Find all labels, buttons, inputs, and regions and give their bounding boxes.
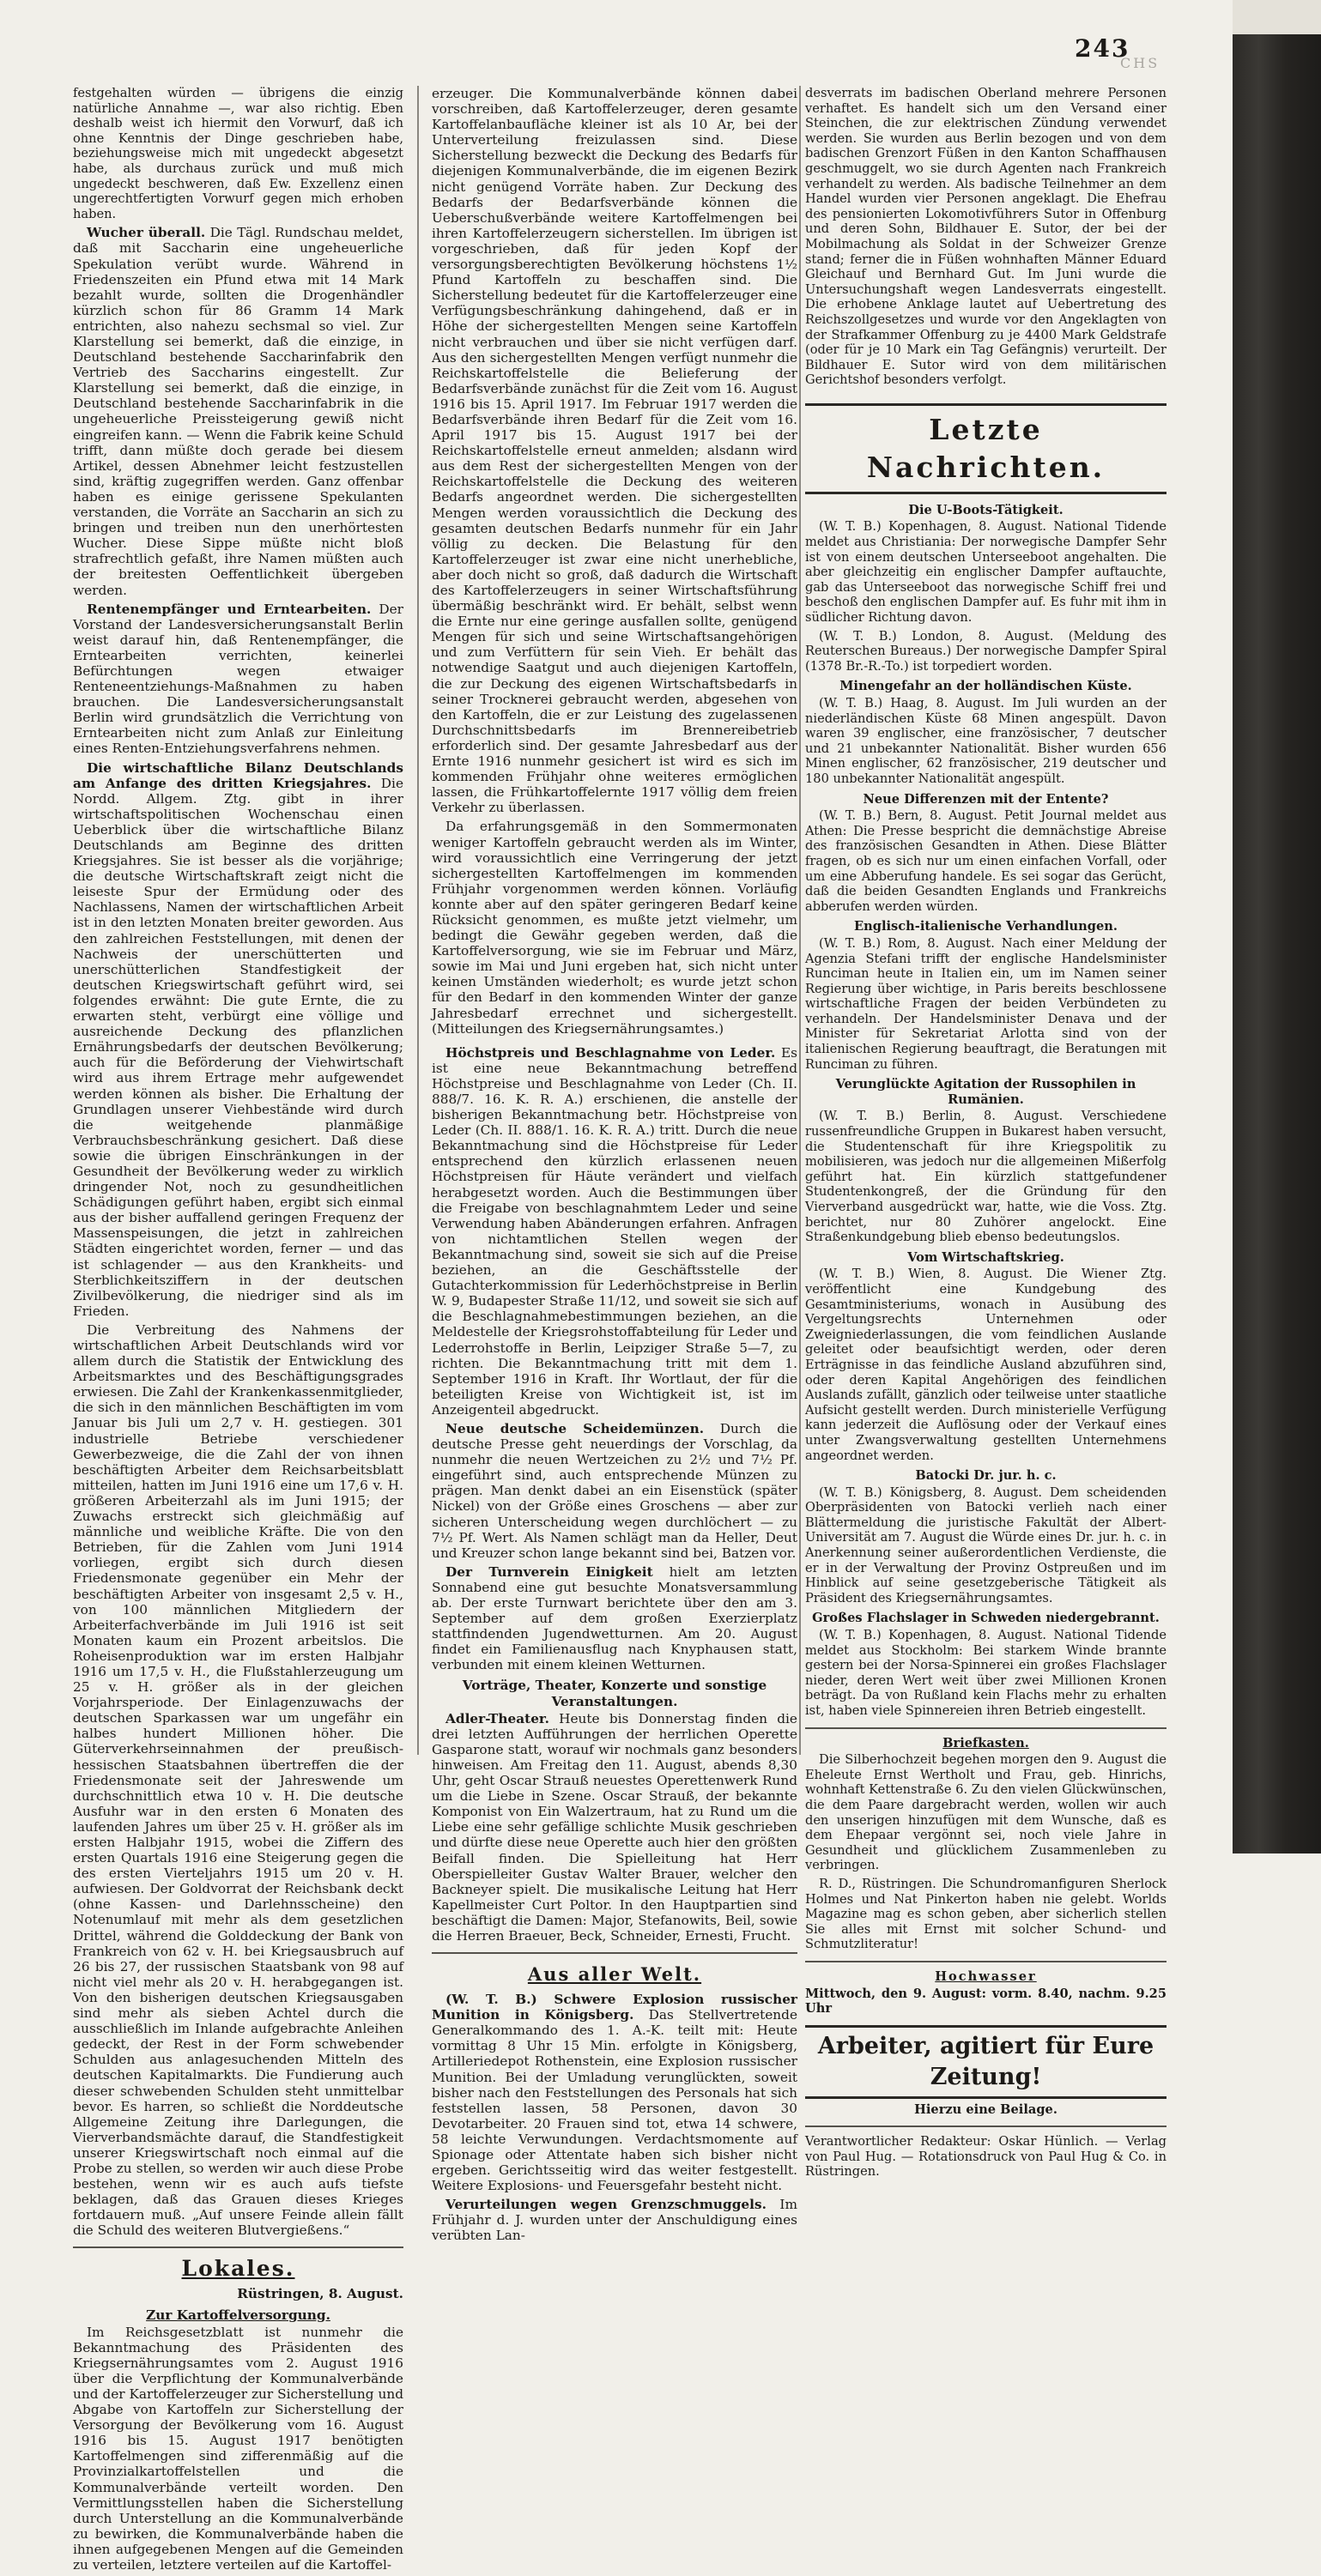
article-title-adler: Adler-Theater. [445,1710,549,1726]
article-text-kartoffel-cont-2: Da erfahrungsgemäß in den Sommermonaten weniger Kartoffeln gebraucht werden als im Winter, wird voraussichtlich eine Verringerung der jetzt sichergestellten Kartoffelmengen im kommenden Frühjahr vorgenommen werden können. Vorläufig konnte aber auf den später geringeren Bedarf keine Rücksicht genommen, es mußte jetzt vielmehr, um bedingt die Gewähr gegeben werden, daß die Kartoffelversorgung, wie sie im Februar und März, sowie im Mai und Juni ergeben hat, sich nicht unter keinen Umständen wiederholt; es wurde jetzt schon für den Bedarf in den kommenden Winter der ganze Jahresbedarf errechnet und sichergestellt. (Mitteilungen des Kriegsernährungsamtes.) [432,819,797,1037]
news-text-englisch: (W. T. B.) Rom, 8. August. Nach einer Meldung der Agenzia Stefani trifft der englische Handelsminister Runciman heute in Italien ein, um im Namen seiner Regierung über wichtige, in Paris bereits beschlossene wirtschaftliche Fragen der beiden Verbündeten zu verhandeln. Der Handelsminister Denava und der Minister für Sekretariat Arlotta sind von der italienischen Regierung beauftragt, die Beratungen mit Runciman zu führen. [805,935,1166,1072]
news-text-entente: (W. T. B.) Bern, 8. August. Petit Journal meldet aus Athen: Die Presse bespricht die demnächstige Abreise des französischen Gesandten in Athen. Diese Blätter fragen, ob es sich nur um einen einfachen Vorfall, oder um eine Abberufung handele. Es sei sogar das Gerücht, daß die beiden Gesandten Englands und Frankreichs abberufen werden würden. [805,808,1166,914]
article-title-wucher: Wucher überall. [87,225,206,241]
news-title-englisch: Englisch-italienische Verhandlungen. [854,919,1118,934]
article-text-explosion: Das Stellvertretende Generalkommando des 1. A.-K. teilt mit: Heute vormittag 8 Uhr 15 Min. erfolgte in Königsberg, Artilleriedepot Rothenstein, eine Explosion russischer Munition. Bei der Umladung verunglückten, soweit bisher nach den Feststellungen des Personals hat sich feststellen lassen, 58 Personen, davon 30 Devotarbeiter. 20 Frauen sind tot, etwa 14 schwere, 58 leichte Verwundungen. Verdachtsmomente auf Spionage oder Attentate haben sich bisher nicht ergeben. Gerichtsseitig wird das weiter festgestellt. Weitere Explosions- und Feuersgefahr besteht nicht. [432,2007,797,2194]
article-title-bilanz: Die wirtschaftliche Bilanz Deutschlands am Anfange des dritten Kriegsjahres. [73,759,403,791]
column-right [805,86,1166,2183]
briefkasten-text-1: Die Silberhochzeit begehen morgen den 9. August die Eheleute Ernst Wertholt und Frau, geb. Hinrichs, wohnhaft Kettenstraße 6. Zu den vielen Glückwünschen, die dem Paare dargebracht werden, wollen wir auch den unserigen hinzufügen mit dem Wunsche, daß es dem Ehepaar vergönnt sei, noch viele Jahre in Gesundheit und glücklichem Zusammenleben zu verbringen. [805,1752,1166,1873]
article-title-renten: Rentenempfänger und Erntearbeiten. [87,601,372,617]
section-divider [73,2246,403,2248]
news-text-minen: (W. T. B.) Haag, 8. August. Im Juli wurden an der niederländischen Küste 68 Minen angespült. Davon waren 39 englischer, eine französischer, 7 deutscher und 21 unbekannter Nationalität. Bisher wurden 656 Minen englischer, 62 französischer, 219 deutscher und 180 unbekannter Nationalität angespült. [805,696,1166,786]
book-edge [1233,34,1321,1853]
news-text-agitation: (W. T. B.) Berlin, 8. August. Verschiedene russenfreundliche Gruppen in Bukarest haben versucht, die Studentenschaft für ihre Kriegspolitik zu mobilisieren, was jedoch nur die allgemeinen Mißerfolg geführt hat. Ein kürzlich stattgefundener Studentenkongreß, der die Gründung für den Vierverband ausgedrückt war, hatte, wie die Voss. Ztg. berichtet, nur 80 Zuhörer angelockt. Eine Straßenkundgebung blieb ebenso bedeutungslos. [805,1109,1166,1245]
news-title-batocki: Batocki Dr. jur. h. c. [915,1468,1057,1484]
news-title-entente: Neue Differenzen mit der Entente? [863,791,1109,807]
news-text-wirtschaftskrieg: (W. T. B.) Wien, 8. August. Die Wiener Ztg. veröffentlicht eine Kundgebung des Gesamtministeriums, wonach in Ausübung des Vergeltungsrechts Unternehmen oder Zweigniederlassungen, die vom feindlichen Auslande geleitet oder beaufsichtigt werden, oder deren Erträgnisse in das feindliche Ausland abzuführen sind, oder deren Kapital Angehörigen des feindlichen Auslands zufällt, gänzlich oder teilweise unter staatliche Aufsicht gestellt werden. Durch ministerielle Verfügung kann jederzeit die Auflösung oder der Verkauf eines unter Zwangsverwaltung gestellten Unternehmens angeordnet werden. [805,1267,1166,1463]
news-title-ubt: Die U-Boots-Tätigkeit. [908,502,1063,517]
article-title-explosion: (W. T. B.) Schwere Explosion russischer Munition in Königsberg. [432,1992,797,2023]
intro-paragraph: festgehalten würden — übrigens die einzig natürliche Annahme —, war also richtig. Eben deshalb weist ich hiermit den Vorwurf, daß ich ohne Kenntnis der Dinge geschrieben habe, beziehungsweise mich mit ungedeckt abgesetzt habe, als durchaus zurück und muß mich ungedeckt beschweren, daß Ew. Exzellenz einen ungerechtfertigten Vorwurf gegen mich erhoben haben. [73,86,403,221]
news-title-minen: Minengefahr an der holländischen Küste. [839,679,1132,694]
section-divider [805,1961,1166,1962]
article-text-landesverrat: desverrats im badischen Oberland mehrere Personen verhaftet. Es handelt sich um den Versand einer Steinchen, die zur elektrischen Zündung verwendet werden. Sie wurden aus Berlin bezogen und von dem badischen Grenzort Füßen in den Kanton Schaffhausen geschmuggelt, wo sie durch Agenten nach Frankreich verhandelt zu werden. Als badische Teilnehmer an dem Handel wurden vier Personen angeklagt. Die Ehefrau des pensionierten Lokomotivführers Sutor in Offenburg und deren Sohn, Bildhauer E. Sutor, der bei der Mobilmachung als Soldat in der Schweizer Grenze stand; ferner die in Füßen wohnhaften Männer Eduard Gleichauf und Bernhard Gut. Im Juni wurde die Untersuchungshaft wegen Landesverrats eingestellt. Die erhobene Anklage lautet auf Uebertretung des Reichszollgesetzes und wurde vor den Angeklagten von der Strafkammer Offenburg zu je 4400 Mark Geldstrafe (oder für je 10 Mark ein Tag Gefängnis) verurteilt. Der Bildhauer E. Sutor wird von dem militärischen Gerichtshof besonders verfolgt. [805,86,1166,388]
news-text-flachs: (W. T. B.) Kopenhagen, 8. August. National Tidende meldet aus Stockholm: Bei starkem Winde brannte gestern bei der Norsa-Spinnerei ein großes Flachslager nieder, deren Wert weit über zwei Millionen Kronen beträgt. Da von Rußland kein Flachs mehr zu erhalten ist, haben viele Spinnereien ihren Betrieb eingestellt. [805,1628,1166,1718]
section-divider [805,2126,1166,2127]
article-text-kartoffel: Im Reichsgesetzblatt ist nunmehr die Bekanntmachung des Präsidenten des Kriegsernährungsamtes vom 2. August 1916 über die Verpflichtung der Kommunalverbände und der Kartoffelerzeuger zur Sicherstellung und Abgabe von Kartoffeln zur Sicherstellung der Versorgung der Bevölkerung vom 16. August 1916 bis 15. August 1917 benötigten Kartoffelmengen sind zifferenmäßig auf die Provinzialkartoffelstellen und die Kommunalverbände verteilt worden. Den Vermittlungsstellen haben die Sicherstellung durch Unterstellung an die Kommunalverbände zu bewirken, die Kommunalverbände haben die ihnen aufgegebenen Mengen auf die Gemeinden zu verteilen, letztere verteilen auf die Kartoffel- [73,2324,403,2573]
article-title-turnverein: Der Turnverein Einigkeit [445,1563,653,1580]
section-title-vortraege: Vorträge, Theater, Konzerte und sonstige Veranstaltungen. [462,1678,767,1709]
section-title-letzte-nachrichten: Letzte Nachrichten. [805,403,1166,494]
section-divider [432,1952,797,1954]
news-title-flachs: Großes Flachslager in Schweden niedergebrannt. [812,1611,1160,1626]
article-text-bilanz-2: Die Verbreitung des Nahmens der wirtschaftlichen Arbeit Deutschlands wird vor allem durch die Statistik der Entwicklung des Arbeitsmarktes und des Beschäftigungsgrades erwiesen. Die Zahl der Krankenkassenmitglieder, die sich in den männlichen Beschäftigten im vom Januar bis Juli um 2,7 v. H. gestiegen. 301 industrielle Betriebe verschiedener Gewerbezweige, die die Zahl der von ihnen beschäftigten Arbeiter dem Reichsarbeitsblatt mitteilen, hatten im Juni 1916 eine um 17,6 v. H. größeren Arbeiterzahl als im Juni 1915; der Zuwachs erstreckt sich gleichmäßig auf männliche und weibliche Kräfte. Die von den Betrieben, für die Zahlen vom Juni 1914 vorliegen, ergibt sich durch diesen Friedensmonate gegenüber ein Mehr der beschäftigten Arbeiter von insgesamt 2,5 v. H., von 100 männlichen Mitgliedern der Arbeiterfachverbände im Juli 1916 ist seit Monaten kaum ein Prozent arbeitslos. Die Roheisenproduktion war im ersten Halbjahr 1916 um 17,5 v. H., die Flußstahlerzeugung um 25 v. H. größer als in der gleichen Vorjahrsperiode. Der Einlagenzuwachs der deutschen Sparkassen war um ungefähr ein halbes hundert Millionen höher. Die Güterverkehrseinnahmen der preußisch-hessischen Staatsbahnen übertreffen die der Friedensmonate seit der Jahreswende um durchschnittlich etwa 10 v. H. Die deutsche Ausfuhr war in den ersten 6 Monaten des laufenden Jahres um über 25 v. H. größer als im ersten Halbjahr 1915, wobei die Ziffern des ersten Quartals 1916 eine Steigerung gegen die des ersten Vierteljahrs 1915 um 20 v. H. aufwiesen. Der Goldvorrat der Reichsbank deckt (ohne Kassen- und Darlehnsscheine) den Notenumlauf mit mehr als dem gesetzlichen Drittel, während die Golddeckung der Bank von Frankreich von 62 v. H. bei Kriegsausbruch auf 26 bis 27, der russischen Staatsbank von 98 auf nicht viel mehr als 20 v. H. herabgegangen ist. Von den bisherigen deutschen Kriegsausgaben sind mehr als sieben Achtel durch die ausschließlich im Inlande aufgebrachte Anleihen gedeckt, der Rest in der Form schwebender Schulden aus anlagesuchenden Mitteln des deutschen Kapitalmarkts. Die Fundierung auch dieser schwebenden Schulden steht unmittelbar bevor. Es harren, so schließt die Norddeutsche Allgemeine Zeitung ihre Darlegungen, die Vierverbandsmächte darauf, die Standfestigkeit unserer Kriegswirtschaft noch einmal auf die Probe zu stellen, so werden wir auch diese Probe bestehen, wenn wir es auch aufs tiefste beklagen, daß das Grauen dieses Krieges fortdauern muß. „Auf unsere Feinde allein fällt die Schuld des weiteren Blutvergießens.“ [73,1321,403,2239]
slogan-banner: Arbeiter, agitiert für Eure Zeitung! [805,2025,1166,2099]
column-rule-right [799,86,801,1755]
page-number: 243 [1075,34,1130,63]
news-title-agitation: Verunglückte Agitation der Russophilen in Rumänien. [835,1077,1136,1107]
article-title-kartoffel: Zur Kartoffelversorgung. [146,2307,330,2323]
article-text-leder: Es ist eine neue Bekanntmachung betreffend Höchstpreise und Beschlagnahme von Leder (Ch. II. 888/7. 16. K. R. A.) erschienen, die anstelle der bisherigen Bekanntmachung betr. Höchstpreise von Leder (Ch. II. 888/1. 16. K. R. A.) tritt. Durch die neue Bekanntmachung sind die Höchstpreise für Leder entsprechend den kürzlich erlassenen neuen Höchstpreisen für Häute verändert und vielfach herabgesetzt worden. Auch die Bestimmungen über die Freigabe von beschlagnahmtem Leder und seine Verwendung haben Abänderungen erfahren. Anfragen von nichtamtlichen Stellen wegen der Bekanntmachung sind, soweit sie sich auf die Preise beziehen, an die Geschäftsstelle der Gutachterkommission für Lederhöchstpreise in Berlin W. 9, Budapester Straße 11/12, und soweit sie sich auf die Beschlagnahmebestimmungen beziehen, an die Meldestelle der Kriegsrohstoffabteilung für Leder und Lederrohstoffe in Berlin, Leipziger Straße 5—7, zu richten. Die Bekanntmachung tritt mit dem 1. September 1916 in Kraft. Ihr Wortlaut, der für die beteiligten Kreise von Wichtigkeit ist, ist im Anzeigenteil abgedruckt. [432,1044,797,1418]
article-text-muenzen: Durch die deutsche Presse geht neuerdings der Vorschlag, da nunmehr die neuen Wertzeichen zu 2½ und 7½ Pf. eingeführt sind, auch entsprechende Münzen zu prägen. Man denkt dabei an ein Eisenstück (später Nickel) von der Größe eines Groschens — aber zur sicheren Unterscheidung wegen durchlöchert — zu 7½ Pf. Wert. Als Namen schlägt man da Heller, Deut und Kreuzer schon lange bekannt sind bei, Batzen vor. [432,1420,797,1561]
section-title-lokales: Lokales. [181,2256,295,2282]
article-title-muenzen: Neue deutsche Scheidemünzen. [445,1420,705,1436]
column-left [73,86,403,2576]
article-text-wucher: Die Tägl. Rundschau meldet, daß mit Saccharin eine ungeheuerliche Spekulation verübt wurde. Während in Friedenszeiten ein Pfund etwa mit 14 Mark bezahlt wurde, sollten die Drogenhändler kürzlich schon für 86 Gramm 14 Mark entrichten, also nahezu sechsmal so viel. Zur Klarstellung sei bemerkt, daß die einzige, in Deutschland bestehende Saccharinfabrik den Vertrieb des Saccharins eingestellt. Zur Klarstellung sei bemerkt, daß die einzige, in Deutschland bestehende Saccharinfabrik in die ungeheuerliche Preissteigerung gewiß nicht eingreifen kann. — Wenn die Fabrik keine Schuld trifft, dann müßte doch gerade bei diesem Artikel, dessen Abnehmer leicht festzustellen sind, kräftig zugegriffen werden. Ganz offenbar haben es einige gerissene Spekulanten verstanden, die Vorräte an Saccharin an sich zu bringen und treiben nun den unerhörtesten Wucher. Diese Sippe müßte nicht bloß strafrechtlich gefaßt, ihre Namen müßten auch der breitesten Oeffentlichkeit übergeben werden. [73,225,403,598]
section-title-welt: Aus aller Welt. [527,1963,702,1986]
article-text-renten: Der Vorstand der Landesversicherungsanstalt Berlin weist darauf hin, daß Rentenempfänger, die Erntearbeiten verrichten, keinerlei Befürchtungen wegen etwaiger Renteneentziehungs-Maßnahmen zu haben brauchen. Die Landesversicherungsanstalt Berlin wird grundsätzlich die Verrichtung von Erntearbeiten nicht zum Anlaß zur Einleitung eines Renten-Entziehungsverfahrens nehmen. [73,601,403,757]
section-divider [805,1727,1166,1729]
article-text-turnverein: hielt am letzten Sonnabend eine gut besuchte Monatsversammlung ab. Der erste Turnwart berichtete über den am 3. September auf dem großen Exerzierplatz stattfindenden Jugendwetturnen. Am 20. August findet ein Familienausflug nach Knyphausen statt, verbunden mit einem kleinen Wetturnen. [432,1563,797,1673]
beilage-note: Hierzu eine Beilage. [914,2101,1057,2117]
section-title-hochwasser: Hochwasser [935,1968,1037,1984]
article-text-kartoffel-cont-1: erzeuger. Die Kommunalverbände können dabei vorschreiben, daß Kartoffelerzeuger, deren gesamte Kartoffelanbaufläche kleiner ist als 10 Ar, bei der Unterverteilung freizulassen sind. Diese Sicherstellung bezweckt die Deckung des Bedarfs für diejenigen Kommunalverbände, die im eigenen Bezirk nicht genügend Vorräte haben. Zur Deckung des Bedarfs der Bedarfsverbände können die Ueberschußverbände weitere Kartoffelmengen bei ihren Kartoffelerzeugern sicherstellen. Im übrigen ist vorgeschrieben, daß für jeden Kopf der versorgungsberechtigten Bevölkerung höchstens 1½ Pfund Kartoffeln zu beschaffen sind. Die Sicherstellung bedeutet für die Kartoffelerzeuger eine Verfügungsbeschränkung dahingehend, daß er in Höhe der sichergestellten Mengen seine Kartoffeln nicht verbrauchen und über sie nicht verfügen darf. Aus den sichergestellten Mengen verfügt nunmehr die Reichskartoffelstelle die Belieferung der Bedarfsverbände zunächst für die Zeit vom 16. August 1916 bis 15. April 1917. Im Februar 1917 werden die Bedarfsverbände ihren Bedarf für die Zeit vom 16. April 1917 bis 15. August 1917 bei der Reichskartoffelstelle erneut anmelden; alsdann wird aus dem Rest der sichergestellten Mengen von der Reichskartoffelstelle die Deckung des weiteren Bedarfs angeordnet werden. Die sichergestellten Mengen werden voraussichtlich die Deckung des gesamten deutschen Bedarfs nunmehr für ein Jahr völlig zu decken. Die Belastung für den Kartoffelerzeuger ist zwar eine nicht unerhebliche, aber doch nicht so groß, daß dadurch die Wirtschaft des Kartoffelerzeugers in seiner Wirtschaftsführung übermäßig beschränkt wird. Er behält, selbst wenn die Ernte nur eine geringe ausfallen sollte, genügend Mengen für sich und seine Wirtschaftsangehörigen und zum Verfüttern für sein Vieh. Er behält das notwendige Saatgut und auch diejenigen Kartoffeln, die zur Deckung des eigenen Wirtschaftsbedarfs in seiner Trocknerei gebraucht werden, abgesehen von den Kartoffeln, die er zur Leistung des zugelassenen Durchschnittsbedarfs im Brennereibetrieb erforderlich sind. Der gesamte Jahresbedarf aus der Ernte 1916 nunmehr gesichert ist wird es sich im kommenden Frühjahr ohne weiteres ermöglichen lassen, die Frühkartoffelernte 1917 völlig dem freien Verkehr zu überlassen. [432,86,797,816]
news-title-wirtschaftskrieg: Vom Wirtschaftskrieg. [907,1249,1064,1265]
article-text-grenz: Im Frühjahr d. J. wurden unter der Anschuldigung eines verübten Lan- [432,2197,797,2244]
news-text-ubt-1: (W. T. B.) Kopenhagen, 8. August. National Tidende meldet aus Christiania: Der norwegische Dampfer Sehr ist von einem deutschen Unterseeboot angehalten. Die aber gleichzeitig ein englischer Dampfer auftauchte, gab das Unterseeboot das norwegische Schiff frei und beschoß den englischen Dampfer auf. Es fuhr mit ihm in südlicher Richtung davon. [805,519,1166,626]
article-text-bilanz-1: Die Nordd. Allgem. Ztg. gibt in ihrer wirtschaftspolitischen Wochenschau einen Ueberblick über die wirtschaftliche Bilanz Deutschlands am Beginne des dritten Kriegsjahres. Sie ist besser als die vorjährige; die deutsche Wirtschaftskraft zeigt nicht die leiseste Spur der Ermüdung oder des Nachlassens, Namen der wirtschaftlichen Arbeit ist in den letzten Monaten breiter geworden. Aus den zahlreichen Feststellungen, mit denen der Nachweis der unerschütterten und unerschütterlichen Standfestigkeit der deutschen Kriegswirtschaft geführt wird, sei folgendes erwähnt: Die gute Ernte, die zu erwarten steht, verbürgt eine völlige und ausreichende Deckung des pflanzlichen Ernährungsbedarfs der deutschen Bevölkerung; auch für die Beförderung der Viehwirtschaft wird aus ihrem Ertrage mehr aufgewendet werden können als bisher. Die Erhaltung der Grundlagen unserer Viehbestände wird durch die weitgehende planmäßige Verbrauchsbeschränkung gesichert. Daß diese sowie die übrigen Einschränkungen in der Gesundheit der Bevölkerung weder zu wirklich dringender Not, noch zu gesundheitlichen Schädigungen geführt haben, ergibt sich einmal aus der bisher auffallend geringen Frequenz der Massenspeisungen, die jetzt in zahlreichen Städten eingerichtet worden, ferner — und das ist schlagender — aus den Krankheits- und Sterblichkeitsziffern in der deutschen Zivilbevölkerung, die niedriger sind als im Frieden. [73,775,403,1319]
section-title-briefkasten: Briefkasten. [942,1735,1029,1751]
news-text-batocki: (W. T. B.) Königsberg, 8. August. Dem scheidenden Oberpräsidenten von Batocki verlieh nach einer Blättermeldung die juristische Fakultät der Albert-Universität am 7. August die Würde eines Dr. jur. h. c. in Anerkennung seiner außerordentlichen Verdienste, die er in der Verwaltung der Provinz Ostpreußen und im Hinblick auf seine gesetzgeberische Tätigkeit als Präsident des Kriegsernährungsamtes. [805,1485,1166,1605]
briefkasten-text-2: R. D., Rüstringen. Die Schundromanfiguren Sherlock Holmes und Nat Pinkerton haben nie gelebt. Worlds Magazine mag es schon geben, aber sicherlich stellen Sie alles mit Ernst mit solcher Schund- und Schmutzliteratur! [805,1876,1166,1952]
scan-top-margin [1233,0,1321,34]
hochwasser-times: Mittwoch, den 9. August: vorm. 8.40, nachm. 9.25 Uhr [805,1986,1166,2017]
dateline-lokales: Rüstringen, 8. August. [237,2286,403,2302]
article-title-grenz: Verurteilungen wegen Grenzschmuggels. [445,2197,767,2213]
column-rule-left [417,86,419,1755]
impressum: Verantwortlicher Redakteur: Oskar Hünlich. — Verlag von Paul Hug. — Rotationsdruck von Paul Hug & Co. in Rüstringen. [805,2134,1166,2180]
library-stamp: CHS [1120,55,1160,71]
column-middle [432,86,797,2247]
news-text-ubt-2: (W. T. B.) London, 8. August. (Meldung des Reuterschen Bureaus.) Der norwegische Dampfer Spiral (1378 Br.-R.-To.) ist torpediert worden. [805,628,1166,674]
article-title-leder: Höchstpreis und Beschlagnahme von Leder. [445,1044,776,1061]
article-text-adler: Heute bis Donnerstag finden die drei letzten Aufführungen der herrlichen Operette Gasparone statt, worauf wir nochmals ganz besonders hinweisen. Am Freitag den 11. August, abends 8,30 Uhr, geht Oscar Strauß neuestes Operettenwerk Rund um die Liebe in Szene. Oscar Strauß, der bekannte Komponist von Ein Walzertraum, hat zu Rund um die Liebe eine sehr gefällige schlichte Musik geschrieben und dürfte diese neue Operette auch hier den größten Beifall finden. Die Spielleitung hat Herr Oberspielleiter Gustav Walter Brauer, welcher den Backneyer spielt. Die musikalische Leitung hat Herr Kapellmeister Curt Poltor. In den Hauptpartien sind beschäftigt die Damen: Major, Stefanowits, Beil, sowie die Herren Braeuer, Beck, Schneider, Ernesti, Frucht. [432,1710,797,1944]
